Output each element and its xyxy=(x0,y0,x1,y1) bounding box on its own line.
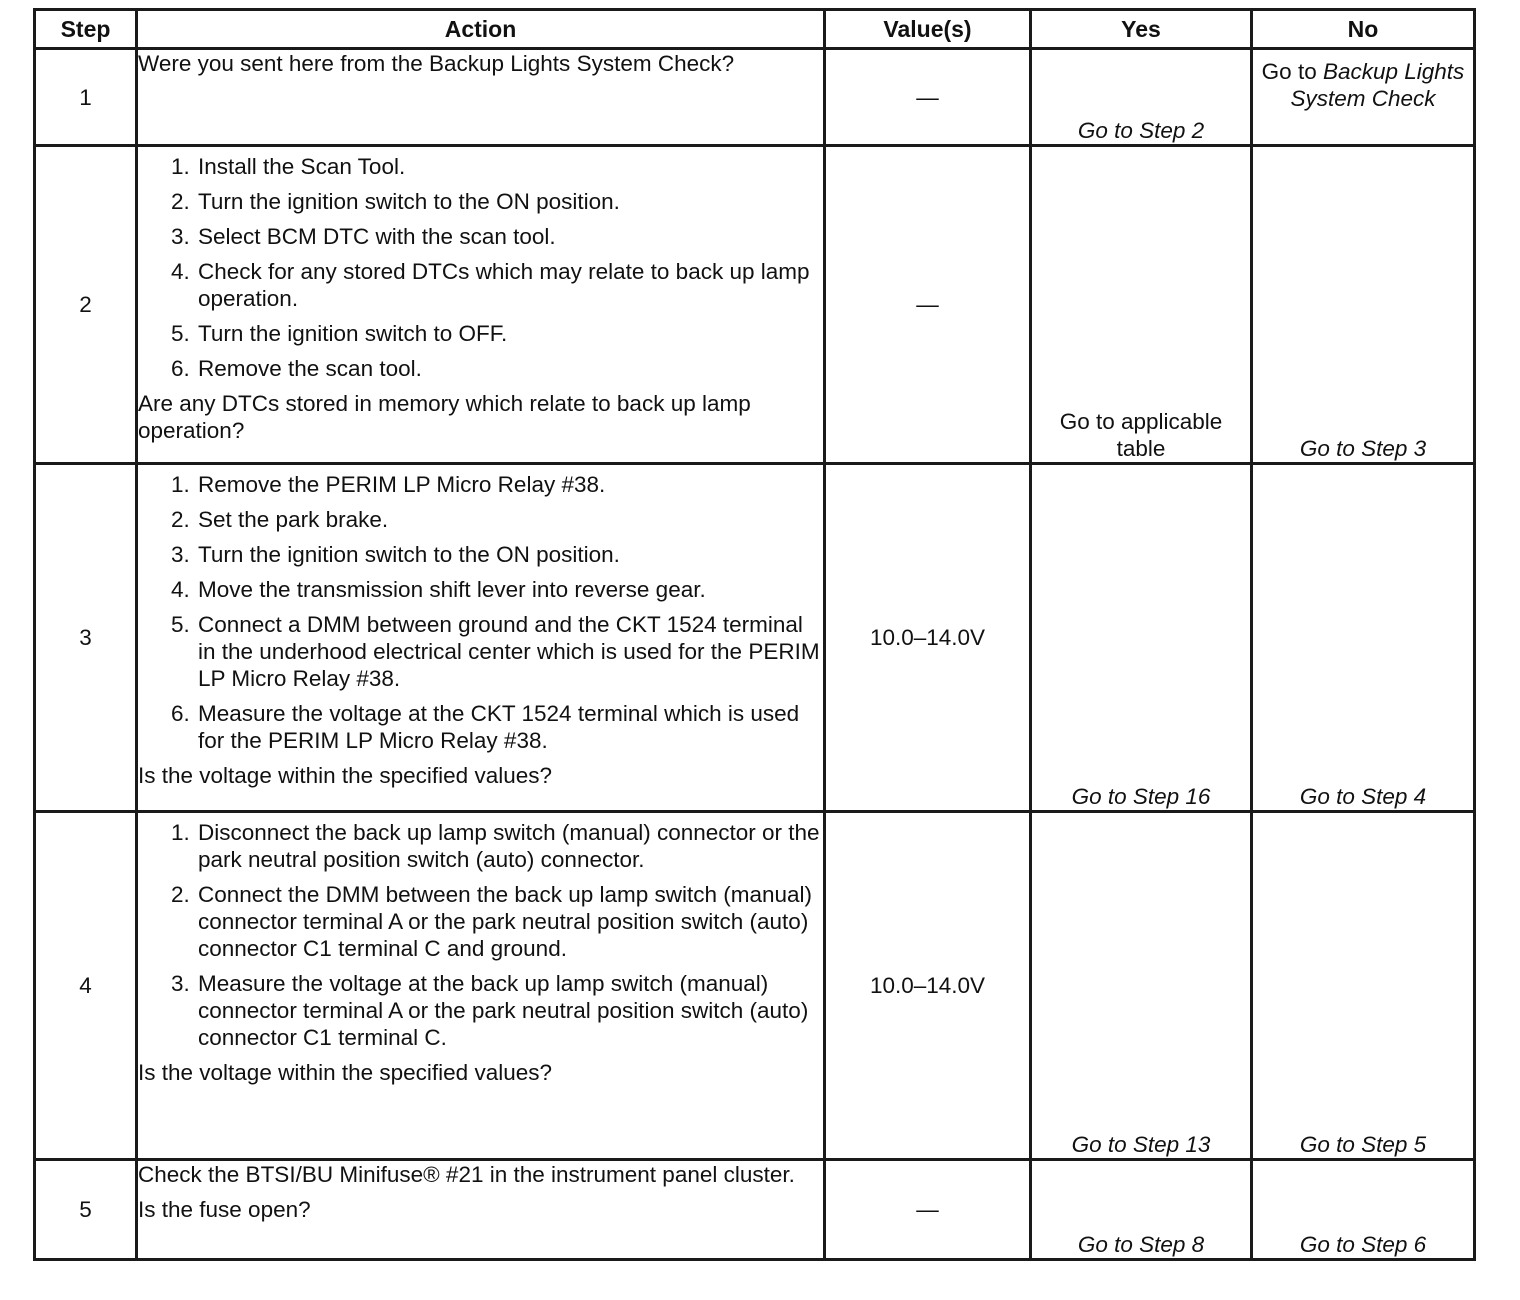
value-cell: 10.0–14.0V xyxy=(825,464,1031,812)
action-step: 3. Turn the ignition switch to the ON position. xyxy=(196,541,823,568)
yes-link: Go to applicable table xyxy=(1059,409,1223,461)
step-number: 2 xyxy=(35,146,137,464)
action-steps xyxy=(138,819,823,1051)
value-cell: — xyxy=(825,1160,1031,1260)
table-row xyxy=(35,1160,1475,1260)
diagnostic-table xyxy=(33,8,1476,1261)
action-question: Is the voltage within the specified values? xyxy=(138,763,552,788)
header-values: Value(s) xyxy=(825,10,1031,49)
action-step: 3. Measure the voltage at the back up lamp switch (manual) connector terminal A or the park neutral position switch (auto) connector C1 terminal C. xyxy=(196,970,823,1051)
action-step: 5. Connect a DMM between ground and the CKT 1524 terminal in the underhood electrical center which is used for the PERIM LP Micro Relay #38. xyxy=(196,611,823,692)
no-link: Go to Step 6 xyxy=(1299,1232,1427,1257)
action-step: 4. Move the transmission shift lever into reverse gear. xyxy=(196,576,823,603)
no-link: Go to Step 3 xyxy=(1299,436,1427,461)
header-no: No xyxy=(1252,10,1475,49)
no-link: Go to Step 4 xyxy=(1299,784,1427,809)
no-cell xyxy=(1252,464,1475,812)
no-cell xyxy=(1252,1160,1475,1260)
action-step: 2. Turn the ignition switch to the ON position. xyxy=(196,188,823,215)
no-cell xyxy=(1252,812,1475,1160)
action-text: Were you sent here from the Backup Lights System Check? xyxy=(138,51,735,76)
action-step: 3. Select BCM DTC with the scan tool. xyxy=(196,223,823,250)
action-cell xyxy=(137,146,825,464)
no-link: Backup Lights System Check xyxy=(1290,59,1465,111)
yes-cell xyxy=(1031,49,1252,146)
action-cell xyxy=(137,49,825,146)
header-row xyxy=(35,10,1475,49)
table-row xyxy=(35,49,1475,146)
action-step: 6. Remove the scan tool. xyxy=(196,355,823,382)
action-step: 1. Disconnect the back up lamp switch (manual) connector or the park neutral position switch (auto) connector. xyxy=(196,819,823,873)
header-action: Action xyxy=(137,10,825,49)
value-cell: — xyxy=(825,49,1031,146)
action-cell xyxy=(137,464,825,812)
no-link: Go to Step 5 xyxy=(1299,1132,1427,1157)
yes-link: Go to Step 8 xyxy=(1077,1232,1205,1257)
yes-link: Go to Step 2 xyxy=(1077,118,1205,143)
yes-cell xyxy=(1031,1160,1252,1260)
table-row xyxy=(35,464,1475,812)
action-cell xyxy=(137,1160,825,1260)
action-step: 1. Remove the PERIM LP Micro Relay #38. xyxy=(196,471,823,498)
action-step: 5. Turn the ignition switch to OFF. xyxy=(196,320,823,347)
action-question: Are any DTCs stored in memory which relate to back up lamp operation? xyxy=(138,391,751,443)
yes-cell xyxy=(1031,146,1252,464)
step-number: 5 xyxy=(35,1160,137,1260)
action-step: 2. Set the park brake. xyxy=(196,506,823,533)
value-cell: — xyxy=(825,146,1031,464)
table-row xyxy=(35,146,1475,464)
no-cell xyxy=(1252,49,1475,146)
yes-cell xyxy=(1031,812,1252,1160)
action-text: Check the BTSI/BU Minifuse® #21 in the instrument panel cluster. xyxy=(138,1162,795,1187)
action-step: 4. Check for any stored DTCs which may relate to back up lamp operation. xyxy=(196,258,823,312)
action-question: Is the fuse open? xyxy=(138,1197,311,1222)
action-steps xyxy=(138,471,823,754)
no-cell xyxy=(1252,146,1475,464)
action-question: Is the voltage within the specified values? xyxy=(138,1060,552,1085)
action-steps xyxy=(138,153,823,382)
value-cell: 10.0–14.0V xyxy=(825,812,1031,1160)
step-number: 4 xyxy=(35,812,137,1160)
action-step: 2. Connect the DMM between the back up lamp switch (manual) connector terminal A or the park neutral position switch (auto) connector C1 terminal C and ground. xyxy=(196,881,823,962)
action-step: 6. Measure the voltage at the CKT 1524 terminal which is used for the PERIM LP Micro Relay #38. xyxy=(196,700,823,754)
step-number: 3 xyxy=(35,464,137,812)
header-yes: Yes xyxy=(1031,10,1252,49)
step-number: 1 xyxy=(35,49,137,146)
action-cell xyxy=(137,812,825,1160)
yes-cell xyxy=(1031,464,1252,812)
header-step: Step xyxy=(35,10,137,49)
table-row xyxy=(35,812,1475,1160)
yes-link: Go to Step 13 xyxy=(1071,1132,1211,1157)
no-prefix: Go to xyxy=(1261,59,1317,84)
yes-link: Go to Step 16 xyxy=(1071,784,1211,809)
action-step: 1. Install the Scan Tool. xyxy=(196,153,823,180)
